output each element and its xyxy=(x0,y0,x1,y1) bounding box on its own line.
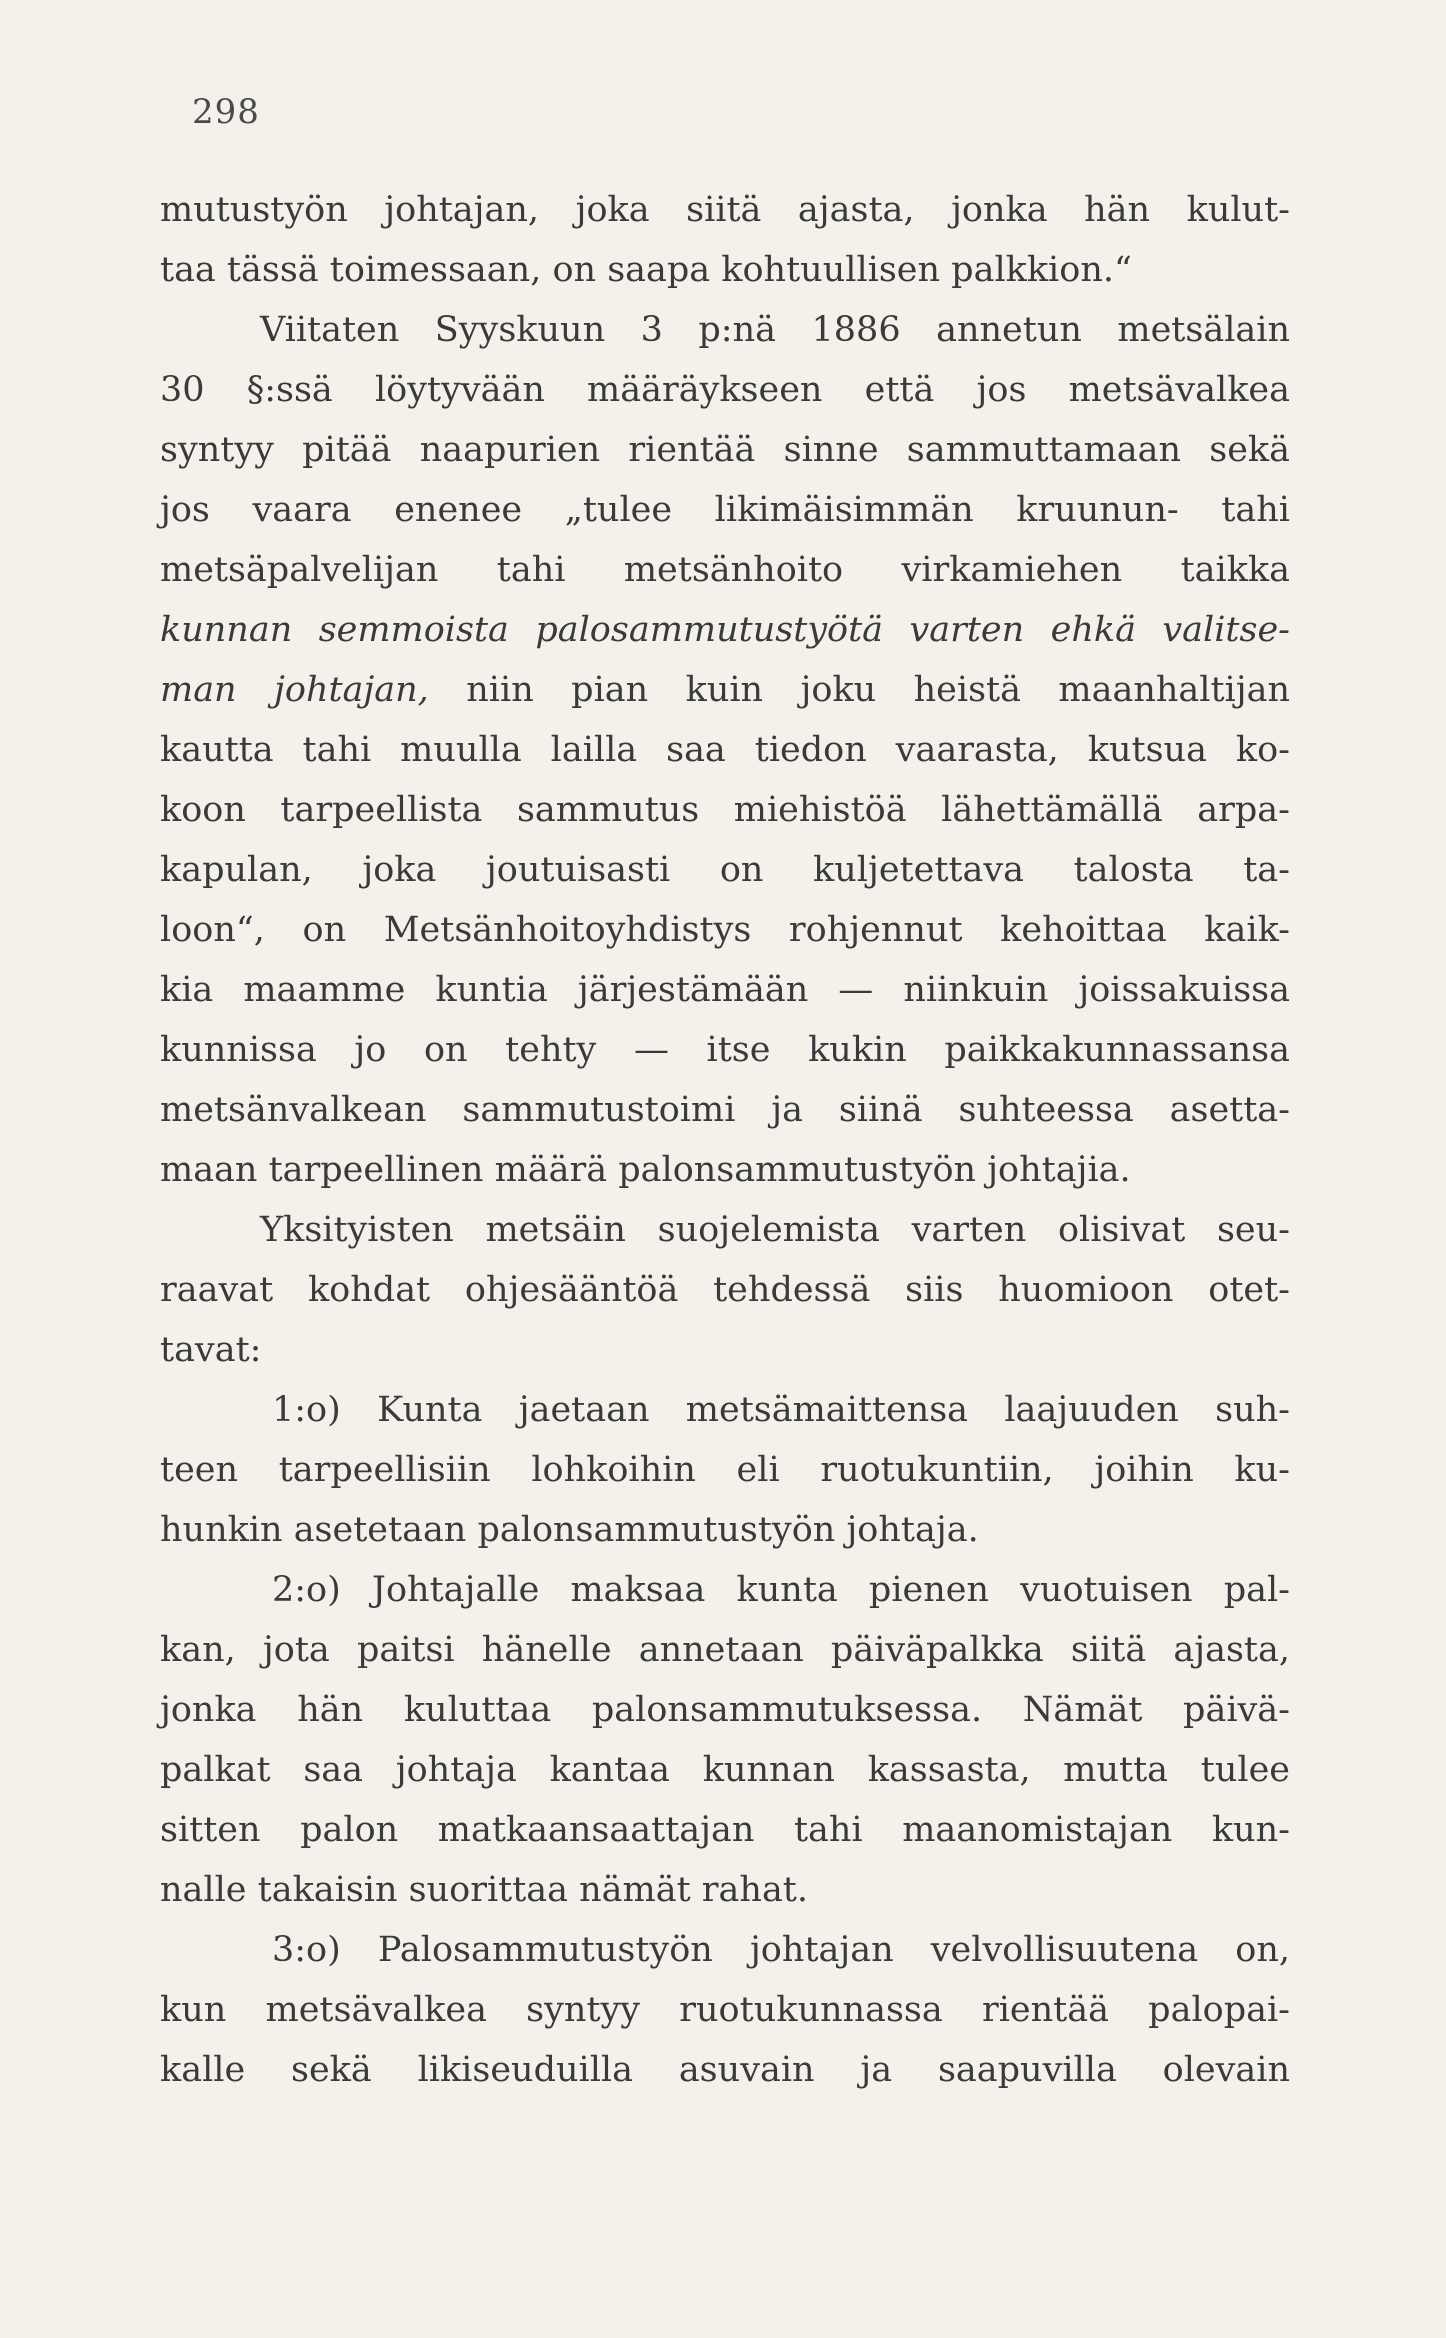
text-line: kan, jota paitsi hänelle annetaan päiväpalkka siitä ajasta, xyxy=(160,1630,1290,1670)
text-line: metsäpalvelijan tahi metsänhoito virkamiehen taikka xyxy=(160,550,1290,590)
text-line: kunnissa jo on tehty — itse kukin paikkakunnassansa xyxy=(160,1030,1290,1070)
text-line: kalle sekä likiseuduilla asuvain ja saapuvilla olevain xyxy=(160,2050,1290,2090)
text-line: jonka hän kuluttaa palonsammutuksessa. Nämät päivä- xyxy=(160,1690,1290,1730)
text-line: kunnan semmoista palosammutustyötä varten ehkä valitse- xyxy=(160,610,1290,650)
text-line: hunkin asetetaan palonsammutustyön johtaja. xyxy=(160,1510,979,1550)
text-line: tavat: xyxy=(160,1330,262,1370)
text-line: nalle takaisin suorittaa nämät rahat. xyxy=(160,1870,808,1910)
text-line: taa tässä toimessaan, on saapa kohtuullisen palkkion.“ xyxy=(160,250,1132,290)
text-line: sitten palon matkaansaattajan tahi maanomistajan kun- xyxy=(160,1810,1290,1850)
page-number: 298 xyxy=(192,92,260,132)
text-line: 1:o) Kunta jaetaan metsämaittensa laajuuden suh- xyxy=(272,1390,1290,1430)
text-line: kun metsävalkea syntyy ruotukunnassa rientää palopai- xyxy=(160,1990,1290,2030)
text-line: kapulan, joka joutuisasti on kuljetettava talosta ta- xyxy=(160,850,1290,890)
text-line: mutustyön johtajan, joka siitä ajasta, jonka hän kulut- xyxy=(160,190,1290,230)
text-line: maan tarpeellinen määrä palonsammutustyön johtajia. xyxy=(160,1150,1131,1190)
text-line: kautta tahi muulla lailla saa tiedon vaarasta, kutsua ko- xyxy=(160,730,1290,770)
text-line: metsänvalkean sammutustoimi ja siinä suhteessa asetta- xyxy=(160,1090,1290,1130)
text-line: palkat saa johtaja kantaa kunnan kassasta, mutta tulee xyxy=(160,1750,1290,1790)
text-line: koon tarpeellista sammutus miehistöä lähettämällä arpa- xyxy=(160,790,1290,830)
text-line: kia maamme kuntia järjestämään — niinkuin joissakuissa xyxy=(160,970,1290,1010)
text-line: loon“, on Metsänhoitoyhdistys rohjennut kehoittaa kaik- xyxy=(160,910,1290,950)
text-line: 30 §:ssä löytyvään määräykseen että jos metsävalkea xyxy=(160,370,1290,410)
body-text xyxy=(160,180,1290,2100)
italic-text: man johtajan, xyxy=(160,670,429,710)
text-line: raavat kohdat ohjesääntöä tehdessä siis huomioon otet- xyxy=(160,1270,1290,1310)
text-line: 2:o) Johtajalle maksaa kunta pienen vuotuisen pal- xyxy=(272,1570,1290,1610)
text-line: syntyy pitää naapurien rientää sinne sammuttamaan sekä xyxy=(160,430,1290,470)
text-line: 3:o) Palosammutustyön johtajan velvollisuutena on, xyxy=(272,1930,1290,1970)
text-line: Viitaten Syyskuun 3 p:nä 1886 annetun metsälain xyxy=(260,310,1290,350)
text-span: niin pian kuin joku heistä maanhaltijan xyxy=(428,670,1290,710)
text-line: jos vaara enenee „tulee likimäisimmän kruunun- tahi xyxy=(160,490,1290,530)
text-line xyxy=(160,660,1290,720)
text-line: teen tarpeellisiin lohkoihin eli ruotukuntiin, joihin ku- xyxy=(160,1450,1290,1490)
text-line: Yksityisten metsäin suojelemista varten olisivat seu- xyxy=(260,1210,1290,1250)
